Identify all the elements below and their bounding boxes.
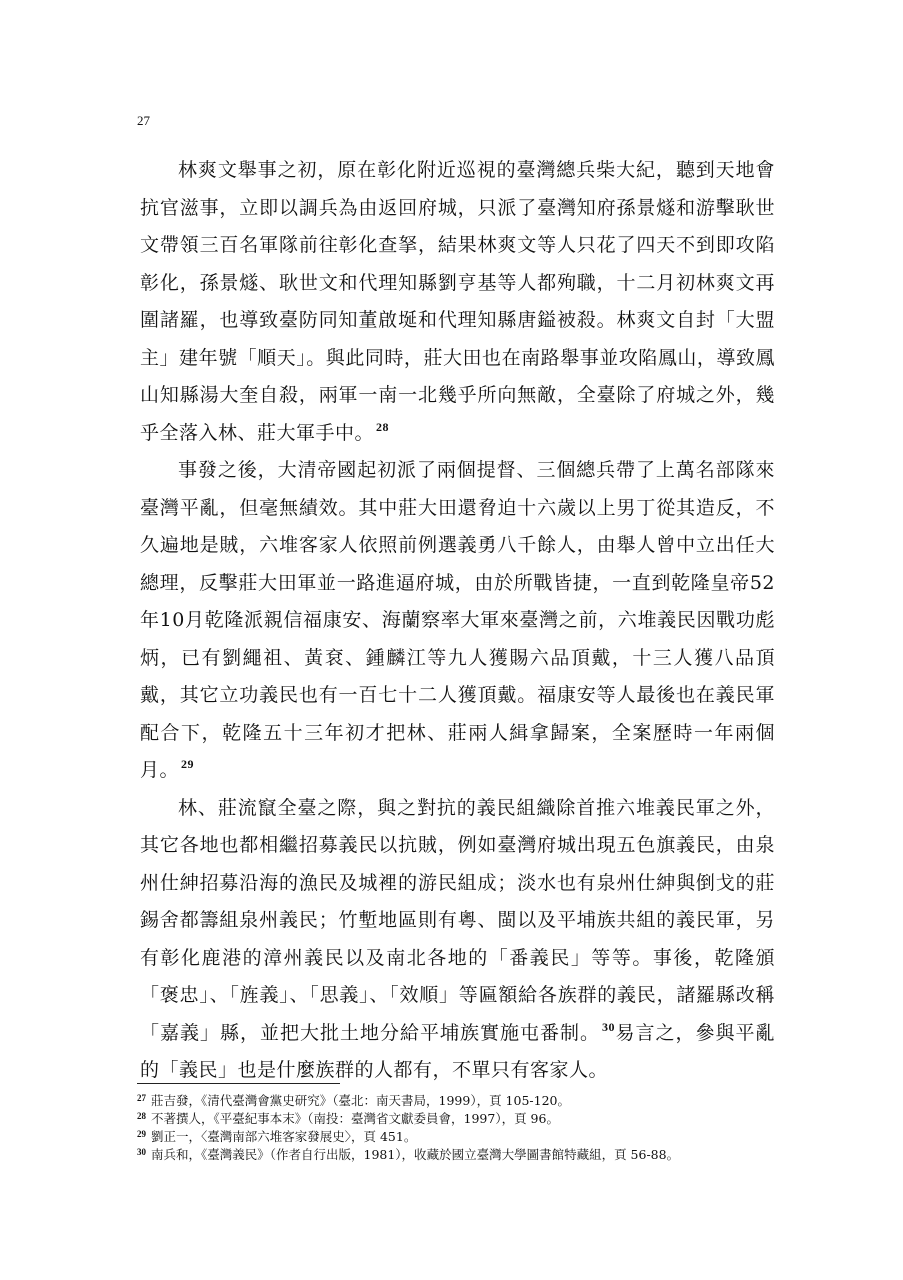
footnote-text: 劉正一，〈臺灣南部六堆客家發展史〉，頁 451。 [151, 1129, 417, 1144]
page-number: 27 [137, 113, 150, 128]
paragraph-2 [140, 452, 775, 790]
paragraph-3 [140, 790, 775, 1090]
footnote-number: 28 [137, 1111, 146, 1121]
footnote-30 [137, 1146, 787, 1164]
footnote-text: 南兵和，《臺灣義民》（作者自行出版，1981），收藏於國立臺灣大學圖書館特藏組，頁 56-88。 [151, 1147, 680, 1162]
footnote-number: 27 [137, 1093, 146, 1103]
paragraph-1 [140, 152, 775, 452]
paragraph-text: 林爽文舉事之初，原在彰化附近巡視的臺灣總兵柴大紀，聽到天地會抗官滋事，立即以調兵為由返回府城，只派了臺灣知府孫景燧和游擊耿世文帶領三百名軍隊前往彰化查拏，結果林爽文等人只花了四天不到即攻陷彰化，孫景燧、耿世文和代理知縣劉亨基等人都殉職，十二月初林爽文再圍諸羅，也導致臺防同知董啟埏和代理知縣唐鎰被殺。林爽文自封「大盟主」建年號「順天」。與此同時，莊大田也在南路舉事並攻陷鳳山，導致鳳山知縣湯大奎自殺，兩軍一南一北幾乎所向無敵，全臺除了府城之外，幾乎全落入林、莊大軍手中。 [140, 159, 775, 444]
footnote-divider [137, 1083, 340, 1084]
footnote-28 [137, 1110, 787, 1128]
footnote-27 [137, 1092, 787, 1110]
paragraph-text: 事發之後，大清帝國起初派了兩個提督、三個總兵帶了上萬名部隊來臺灣平亂，但毫無績效。其中莊大田還脅迫十六歲以上男丁從其造反，不久遍地是賊，六堆客家人依照前例選義勇八千餘人，由舉人曾中立出任大總理，反擊莊大田軍並一路進逼府城，由於所戰皆捷，一直到乾隆皇帝52年10月乾隆派親信福康安、海蘭察率大軍來臺灣之前，六堆義民因戰功彪炳，已有劉繩祖、黃袞、鍾麟江等九人獲賜六品頂戴，十三人獲八品頂戴，其它立功義民也有一百七十二人獲頂戴。福康安等人最後也在義民軍配合下，乾隆五十三年初才把林、莊兩人緝拿歸案，全案歷時一年兩個月。 [140, 459, 775, 781]
body-text [140, 152, 775, 1090]
footnote-text: 莊吉發，《清代臺灣會黨史研究》（臺北：南天書局，1999），頁 105-120。 [151, 1093, 570, 1108]
footnote-29 [137, 1128, 787, 1146]
footnotes [137, 1092, 787, 1164]
footnote-ref-29[interactable]: 29 [181, 757, 195, 771]
footnote-ref-30[interactable]: 30 [601, 1019, 615, 1034]
footnote-number: 29 [137, 1129, 146, 1139]
footnote-ref-28[interactable]: 28 [376, 419, 390, 434]
footnote-number: 30 [137, 1147, 146, 1157]
paragraph-text: 林、莊流竄全臺之際，與之對抗的義民組織除首推六堆義民軍之外，其它各地也都相繼招募義民以抗賊，例如臺灣府城出現五色旗義民，由泉州仕紳招募沿海的漁民及城裡的游民組成；淡水也有泉州仕紳與倒戈的莊錫舍都籌組泉州義民；竹塹地區則有粵、閩以及平埔族共組的義民軍，另有彰化鹿港的漳州義民以及南北各地的「番義民」等等。事後，乾隆頒「褒忠」、「旌義」、「思義」、「效順」等匾額給各族群的義民，諸羅縣改稱「嘉義」縣，並把大批土地分給平埔族實施屯番制。 [140, 796, 775, 1044]
paragraph-tail-text: 易言之，參與平亂的「義民」也是什麼族群的人都有，不單只有客家人。 [140, 1021, 775, 1081]
footnote-text: 不著撰人，《平臺紀事本末》（南投：臺灣省文獻委員會，1997），頁 96。 [151, 1111, 559, 1126]
